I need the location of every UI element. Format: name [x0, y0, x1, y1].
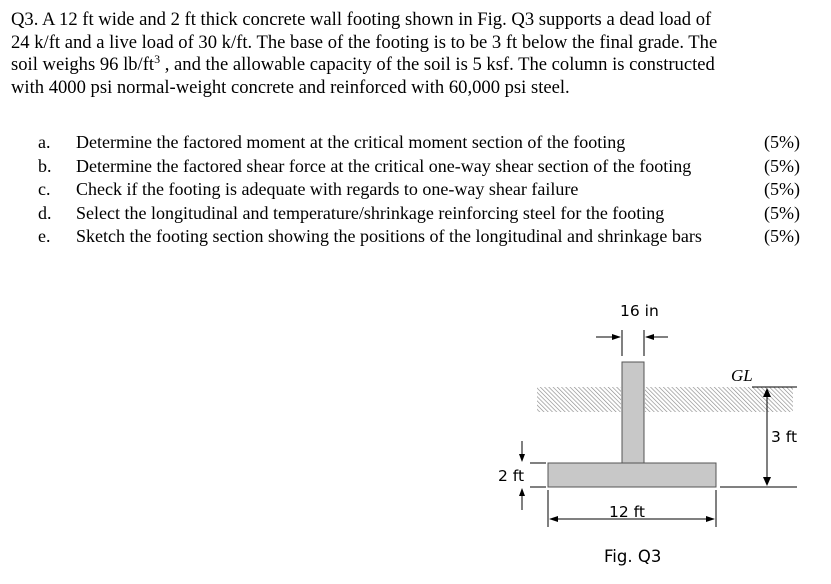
footing-width-label: 12 ft	[609, 503, 645, 521]
wall-width-label: 16 in	[620, 302, 659, 320]
part-letter: b.	[38, 155, 52, 176]
part-marks: (5%)	[764, 179, 800, 199]
part-marks: (5%)	[764, 155, 800, 176]
part-marks: (5%)	[764, 202, 800, 223]
figure-caption: Fig. Q3	[604, 547, 662, 566]
part-marks: (5%)	[764, 132, 800, 152]
width-arrowhead-right	[706, 516, 715, 522]
question-line-2: 24 k/ft and a live load of 30 k/ft. The base of the footing is to be 3 ft below the final grade. The	[11, 31, 718, 53]
ground-hatch-right	[645, 387, 793, 412]
ground-hatch-left	[537, 387, 621, 412]
question-line-3-start: soil weighs 96 lb/ft	[11, 54, 155, 76]
part-text: Select the longitudinal and temperature/shrinkage reinforcing steel for the footing	[76, 202, 665, 223]
part-text: Determine the factored shear force at the critical one-way shear section of the footing	[76, 155, 692, 176]
thickness-arrowhead-top	[519, 454, 525, 462]
ground-level-label: GL	[731, 366, 753, 385]
thickness-arrowhead-bottom	[519, 488, 525, 496]
footing	[548, 463, 716, 487]
depth-arrowhead-bottom	[763, 477, 771, 486]
part-text: Sketch the footing section showing the positions of the longitudinal and shrinkage bars	[76, 226, 702, 246]
superscript-3: 3	[154, 52, 161, 66]
part-text: Check if the footing is adequate with regards to one-way shear failure	[76, 179, 579, 199]
part-letter: d.	[38, 202, 52, 223]
wall	[622, 362, 644, 463]
question-line-3-end: , and the allowable capacity of the soil is 5 ksf. The column is constructed	[160, 54, 715, 76]
thickness-label: 2 ft	[498, 467, 525, 485]
part-marks: (5%)	[764, 226, 800, 246]
width-arrowhead-left	[549, 516, 558, 522]
question-line-1: Q3. A 12 ft wide and 2 ft thick concrete wall footing shown in Fig. Q3 supports a dead load of	[11, 9, 712, 30]
depth-label: 3 ft	[771, 428, 798, 446]
wall-arrowhead-right	[645, 334, 654, 340]
part-letter: c.	[38, 179, 51, 199]
part-text: Determine the factored moment at the critical moment section of the footing	[76, 132, 626, 152]
part-letter: e.	[38, 226, 51, 246]
question-line-4: with 4000 psi normal-weight concrete and reinforced with 60,000 psi steel.	[11, 76, 570, 98]
wall-arrowhead-left	[612, 334, 621, 340]
part-letter: a.	[38, 132, 51, 152]
